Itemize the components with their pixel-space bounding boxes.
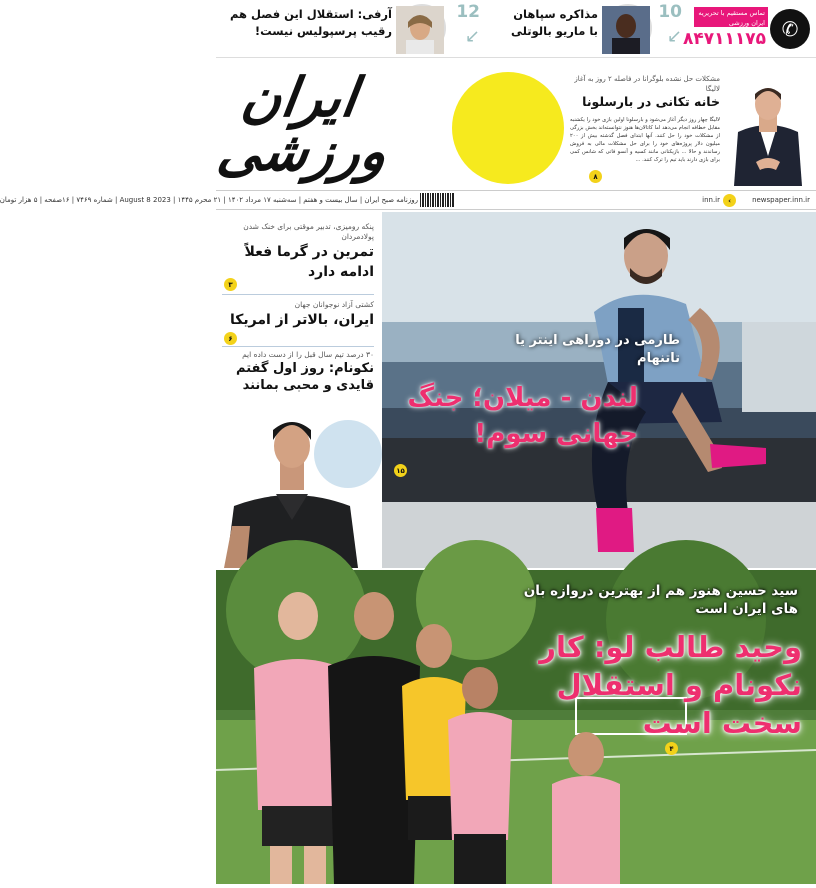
teaser-title bbox=[230, 6, 392, 40]
barcode bbox=[420, 193, 454, 207]
story-headline: وحید طالب لو: کار نکونام و استقلال سخت است bbox=[539, 630, 802, 740]
hotline-box[interactable] bbox=[682, 5, 810, 53]
teaser-balotelli[interactable] bbox=[486, 0, 686, 58]
phone-icon: ✆ bbox=[770, 9, 810, 49]
teaser-arfi[interactable] bbox=[220, 0, 480, 58]
page-badge: ۱۵ bbox=[394, 464, 407, 477]
page-badge: ۳ bbox=[224, 278, 237, 291]
teaser-title-line: آرفی: استقلال این فصل هم bbox=[230, 7, 392, 21]
hotline-number: ۸۴۷۱۱۱۷۵ bbox=[682, 29, 766, 49]
story-kicker: مشکلات حل نشده بلوگرانا در فاصله ۲ روز به آغاز لالیگا bbox=[574, 75, 720, 93]
info-bar bbox=[0, 190, 816, 210]
teaser-title-line: با ماریو بالوتلی bbox=[510, 24, 598, 38]
story-headline: خانه تکانی در بارسلونا bbox=[582, 94, 720, 109]
teaser-page-number: 12 bbox=[456, 2, 480, 22]
left-story-nekounam[interactable] bbox=[224, 350, 374, 394]
bottom-photo-story[interactable] bbox=[216, 570, 816, 884]
logo-line: ایران bbox=[237, 66, 361, 129]
story-kicker: طارمی در دوراهی اینتر یا تاتنهام bbox=[515, 333, 680, 366]
main-photo-story[interactable] bbox=[382, 212, 816, 568]
top-strip bbox=[216, 0, 816, 58]
story-headline: تمرین در گرما فعلاً ادامه دارد bbox=[244, 244, 374, 280]
divider bbox=[222, 346, 374, 347]
dateline: روزنامه صبح ایران | سال بیست و هفتم | سه‌شنبه ۱۷ مرداد ۱۴۰۲ | ۲۱ محرم ۱۴۴۵ | 2023 August 8 | شماره ۷۴۶۹ | ۱۶صفحه | ۵ هزار تومان bbox=[0, 196, 418, 204]
inn-icon: › bbox=[723, 194, 736, 207]
page-badge: ۸ bbox=[589, 170, 602, 183]
page-badge: ۶ bbox=[224, 332, 237, 345]
barcelona-story[interactable] bbox=[570, 72, 810, 188]
story-body: لالیگا چهار روز دیگر آغاز می‌شود و بارسلونا اولین بازی خود را یکشنبه مقابل خطافه انجام می‌دهد اما کاتالان‌ها هنوز نتوانسته‌اند بخش بزرگی از مشکلات خود را حل کنند. آنها ابتدای فصل گذشته بیش از ۲۰۰ میلیون دلار پروژه‌های خود را برای حل مشکلات مالی به فروش رساندند و حالا ... بازیکنانی مانند کسیه و آنسو فاتی که شانس کمی برای بازی دارند باید تیم را ترک کنند. ... bbox=[570, 117, 720, 163]
site-url-short[interactable]: inn.ir bbox=[702, 196, 720, 204]
page-badge: ۴ bbox=[665, 742, 678, 755]
avatar bbox=[604, 4, 652, 52]
story-headline: لندن - میلان؛ جنگ جهانی سوم! bbox=[407, 383, 638, 449]
arrow-icon: ↙ bbox=[666, 26, 682, 47]
divider bbox=[222, 294, 374, 295]
site-url[interactable]: newspaper.inn.ir bbox=[752, 196, 810, 204]
story-kicker: ۳۰ درصد تیم سال قبل را از دست داده ایم bbox=[242, 350, 374, 359]
story-headline: نکونام: روز اول گفتم قایدی و محبی بمانند bbox=[236, 361, 374, 393]
newspaper-logo[interactable] bbox=[213, 66, 450, 184]
yellow-circle-decoration bbox=[452, 72, 564, 184]
left-story-wrestling[interactable] bbox=[224, 300, 374, 330]
story-kicker: پنکه رومیزی، تدبیر موقتی برای خنک شدن پولادمردان bbox=[243, 222, 374, 241]
teaser-title bbox=[511, 6, 598, 40]
story-photo bbox=[726, 74, 810, 186]
left-column bbox=[216, 212, 380, 568]
masthead bbox=[213, 58, 816, 190]
teaser-page-number: 10 bbox=[658, 2, 682, 22]
teaser-title-line: رقیب پرسپولیس نیست! bbox=[254, 24, 392, 38]
left-story-heat[interactable] bbox=[224, 222, 374, 282]
hotline-label: تماس مستقیم با تحریریه ایران ورزشی bbox=[694, 7, 768, 27]
logo-line: ورزشی bbox=[213, 120, 391, 183]
story-kicker: سید حسین هنوز هم از بهترین دروازه بان های ایران است bbox=[523, 583, 798, 617]
story-headline: ایران، بالاتر از امریکا bbox=[229, 312, 374, 328]
avatar bbox=[398, 4, 446, 52]
story-kicker: کشتی آزاد نوجوانان جهان bbox=[294, 300, 374, 309]
arrow-icon: ↙ bbox=[464, 26, 480, 47]
teaser-title-line: مذاکره سپاهان bbox=[513, 7, 598, 21]
